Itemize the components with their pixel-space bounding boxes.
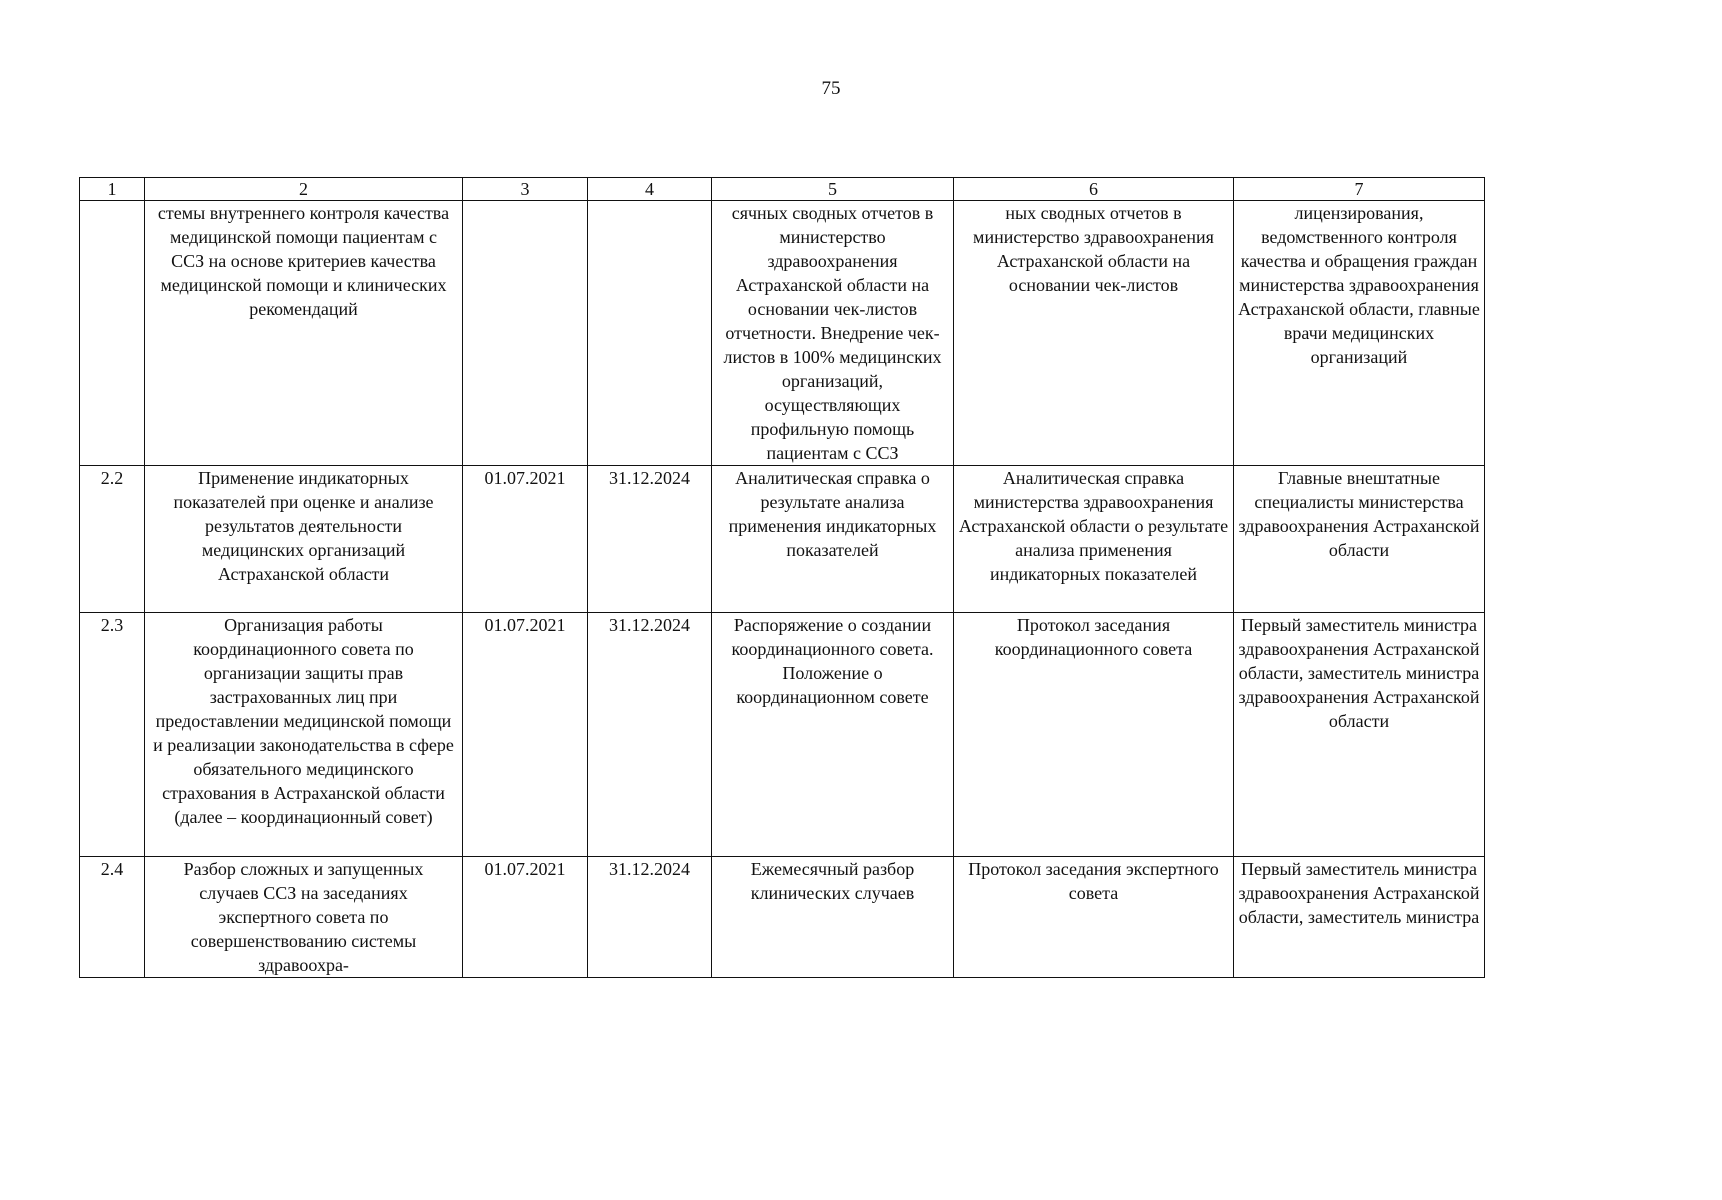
end-date-cell: 31.12.2024 (588, 466, 712, 613)
start-date-cell: 01.07.2021 (463, 857, 588, 978)
start-date-cell: 01.07.2021 (463, 613, 588, 857)
row-number: 2.4 (80, 857, 145, 978)
row-number (80, 201, 145, 466)
responsible-cell: Главные внештатные специалисты министерства здравоохранения Астраханской области (1234, 466, 1485, 613)
end-date-cell: 31.12.2024 (588, 613, 712, 857)
row-number: 2.3 (80, 613, 145, 857)
measure-cell: Разбор сложных и запущенных случаев ССЗ на заседаниях экспертного совета по совершенствованию системы здравоохра- (145, 857, 463, 978)
table-row (80, 201, 1485, 466)
page-number: 75 (821, 78, 841, 99)
indicator-cell: Аналитическая справка министерства здравоохранения Астраханской области о результате анализа применения индикаторных показателей (954, 466, 1234, 613)
start-date-cell (463, 201, 588, 466)
table-row (80, 857, 1485, 978)
header-col-2: 2 (145, 178, 463, 201)
table-row (80, 613, 1485, 857)
header-col-4: 4 (588, 178, 712, 201)
header-col-3: 3 (463, 178, 588, 201)
measure-cell: стемы внутреннего контроля качества медицинской помощи пациентам с ССЗ на основе критериев качества медицинской помощи и клинических рекомендаций (145, 201, 463, 466)
header-col-7: 7 (1234, 178, 1485, 201)
result-cell: Аналитическая справка о результате анализа применения индикаторных показателей (712, 466, 954, 613)
table-row (80, 466, 1485, 613)
indicator-cell: Протокол заседания координационного совета (954, 613, 1234, 857)
header-row (80, 178, 1485, 201)
header-col-5: 5 (712, 178, 954, 201)
measure-cell: Организация работы координационного совета по организации защиты прав застрахованных лиц при предоставлении медицинской помощи и реализации законодательства в сфере обязательного медицинского страхования в Астраханской области (далее – координационный совет) (145, 613, 463, 857)
header-col-1: 1 (80, 178, 145, 201)
end-date-cell: 31.12.2024 (588, 857, 712, 978)
start-date-cell: 01.07.2021 (463, 466, 588, 613)
responsible-cell: лицензирования, ведомственного контроля качества и обращения граждан министерства здравоохранения Астраханской области, главные врачи медицинских организаций (1234, 201, 1485, 466)
end-date-cell (588, 201, 712, 466)
result-cell: Распоряжение о создании координационного совета. Положение о координационном совете (712, 613, 954, 857)
responsible-cell: Первый заместитель министра здравоохранения Астраханской области, заместитель министра здравоохранения Астраханской области (1234, 613, 1485, 857)
result-cell: Ежемесячный разбор клинических случаев (712, 857, 954, 978)
responsible-cell: Первый заместитель министра здравоохранения Астраханской области, заместитель министра (1234, 857, 1485, 978)
result-cell: сячных сводных отчетов в министерство здравоохранения Астраханской области на основании чек-листов отчетности. Внедрение чек-листов в 100% медицинских организаций, осуществляющих профильную помощь пациентам с ССЗ (712, 201, 954, 466)
header-col-6: 6 (954, 178, 1234, 201)
measure-cell: Применение индикаторных показателей при оценке и анализе результатов деятельности медицинских организаций Астраханской области (145, 466, 463, 613)
plan-table (79, 177, 1485, 978)
indicator-cell: ных сводных отчетов в министерство здравоохранения Астраханской области на основании чек-листов (954, 201, 1234, 466)
indicator-cell: Протокол заседания экспертного совета (954, 857, 1234, 978)
row-number: 2.2 (80, 466, 145, 613)
